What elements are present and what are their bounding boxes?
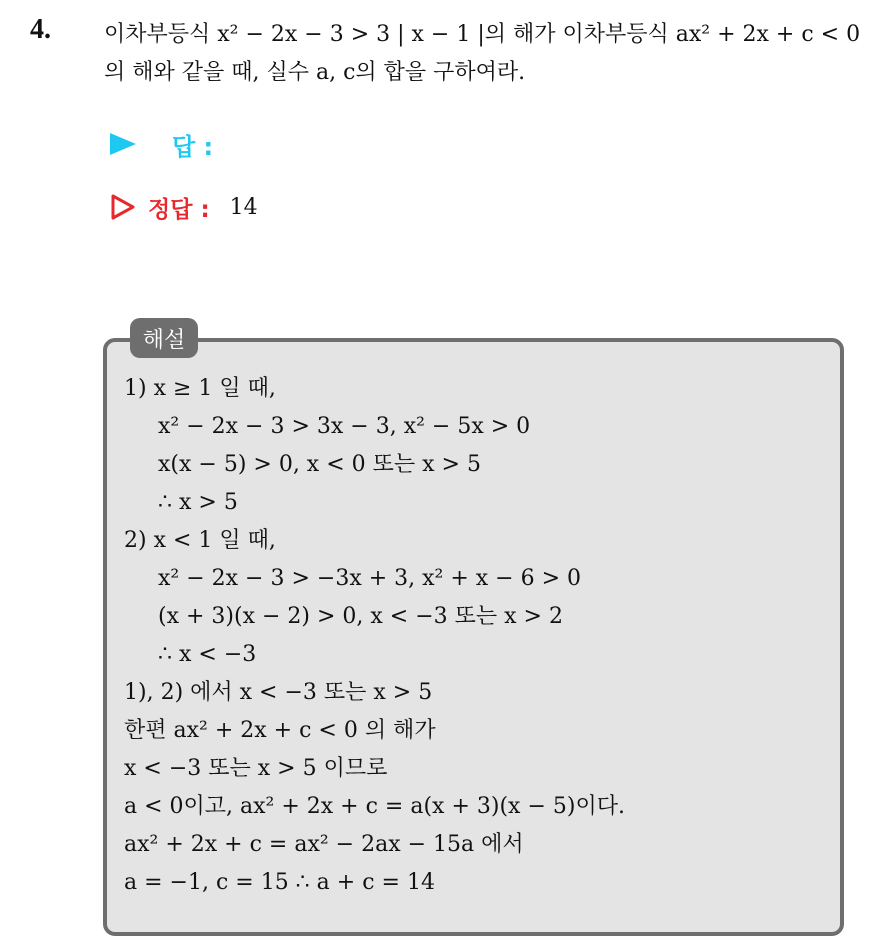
solution-line: x² − 2x − 3 > 3x − 3, x² − 5x > 0 <box>158 414 531 439</box>
outline-play-icon <box>110 194 136 220</box>
solution-line: 2) x < 1 일 때, <box>124 528 276 553</box>
solution-line: 한편 ax² + 2x + c < 0 의 해가 <box>124 718 436 743</box>
solution-line: (x + 3)(x − 2) > 0, x < −3 또는 x > 2 <box>158 604 563 629</box>
solution-line: ax² + 2x + c = ax² − 2ax − 15a 에서 <box>124 832 524 857</box>
answer-label: 답 : <box>172 132 214 161</box>
answer-row <box>110 126 213 162</box>
solution-line: 1) x ≥ 1 일 때, <box>124 376 276 401</box>
solution-line: a < 0이고, ax² + 2x + c = a(x + 3)(x − 5)이다. <box>124 794 625 819</box>
solution-line: x² − 2x − 3 > −3x + 3, x² + x − 6 > 0 <box>158 566 582 591</box>
problem-number: 4. <box>30 14 51 45</box>
correct-answer-value: 14 <box>229 194 258 220</box>
solution-line: x < −3 또는 x > 5 이므로 <box>124 756 388 781</box>
solution-line: ∴ x < −3 <box>158 642 257 667</box>
solution-line: 1), 2) 에서 x < −3 또는 x > 5 <box>124 680 433 705</box>
solution-line: a = −1, c = 15 ∴ a + c = 14 <box>124 870 435 895</box>
problem-text: 이차부등식 x² − 2x − 3 > 3 | x − 1 |의 해가 이차부등식 ax² + 2x + c < 0의 해와 같을 때, 실수 a, c의 합을 구하여라. <box>104 22 861 85</box>
solution-line: x(x − 5) > 0, x < 0 또는 x > 5 <box>158 452 481 477</box>
solution-line: ∴ x > 5 <box>158 490 238 515</box>
solution-tag: 해설 <box>130 318 198 358</box>
correct-answer-label: 정답 : <box>148 196 210 223</box>
play-icon <box>110 133 136 155</box>
solution-lines <box>124 370 824 902</box>
correct-answer-row <box>110 189 258 225</box>
